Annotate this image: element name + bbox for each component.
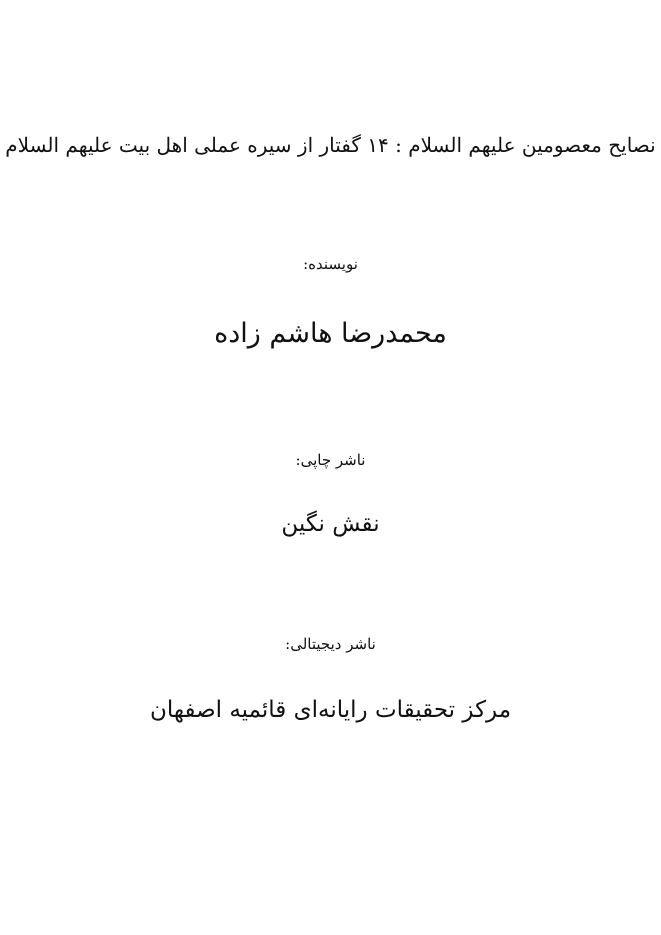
digital-publisher-name: مرکز تحقیقات رایانه‌ای قائمیه اصفهان [149,697,512,723]
print-publisher-name: نقش نگین [281,511,380,537]
author-name: محمدرضا هاشم زاده [214,318,447,349]
print-publisher-label: ناشر چاپی: [295,451,366,469]
book-title: نصایح معصومین علیهم السلام : ۱۴ گفتار از سیره عملی اهل بیت علیهم السلام [5,133,656,157]
author-label: نویسنده: [303,255,358,273]
digital-publisher-label: ناشر دیجیتالی: [285,635,376,653]
